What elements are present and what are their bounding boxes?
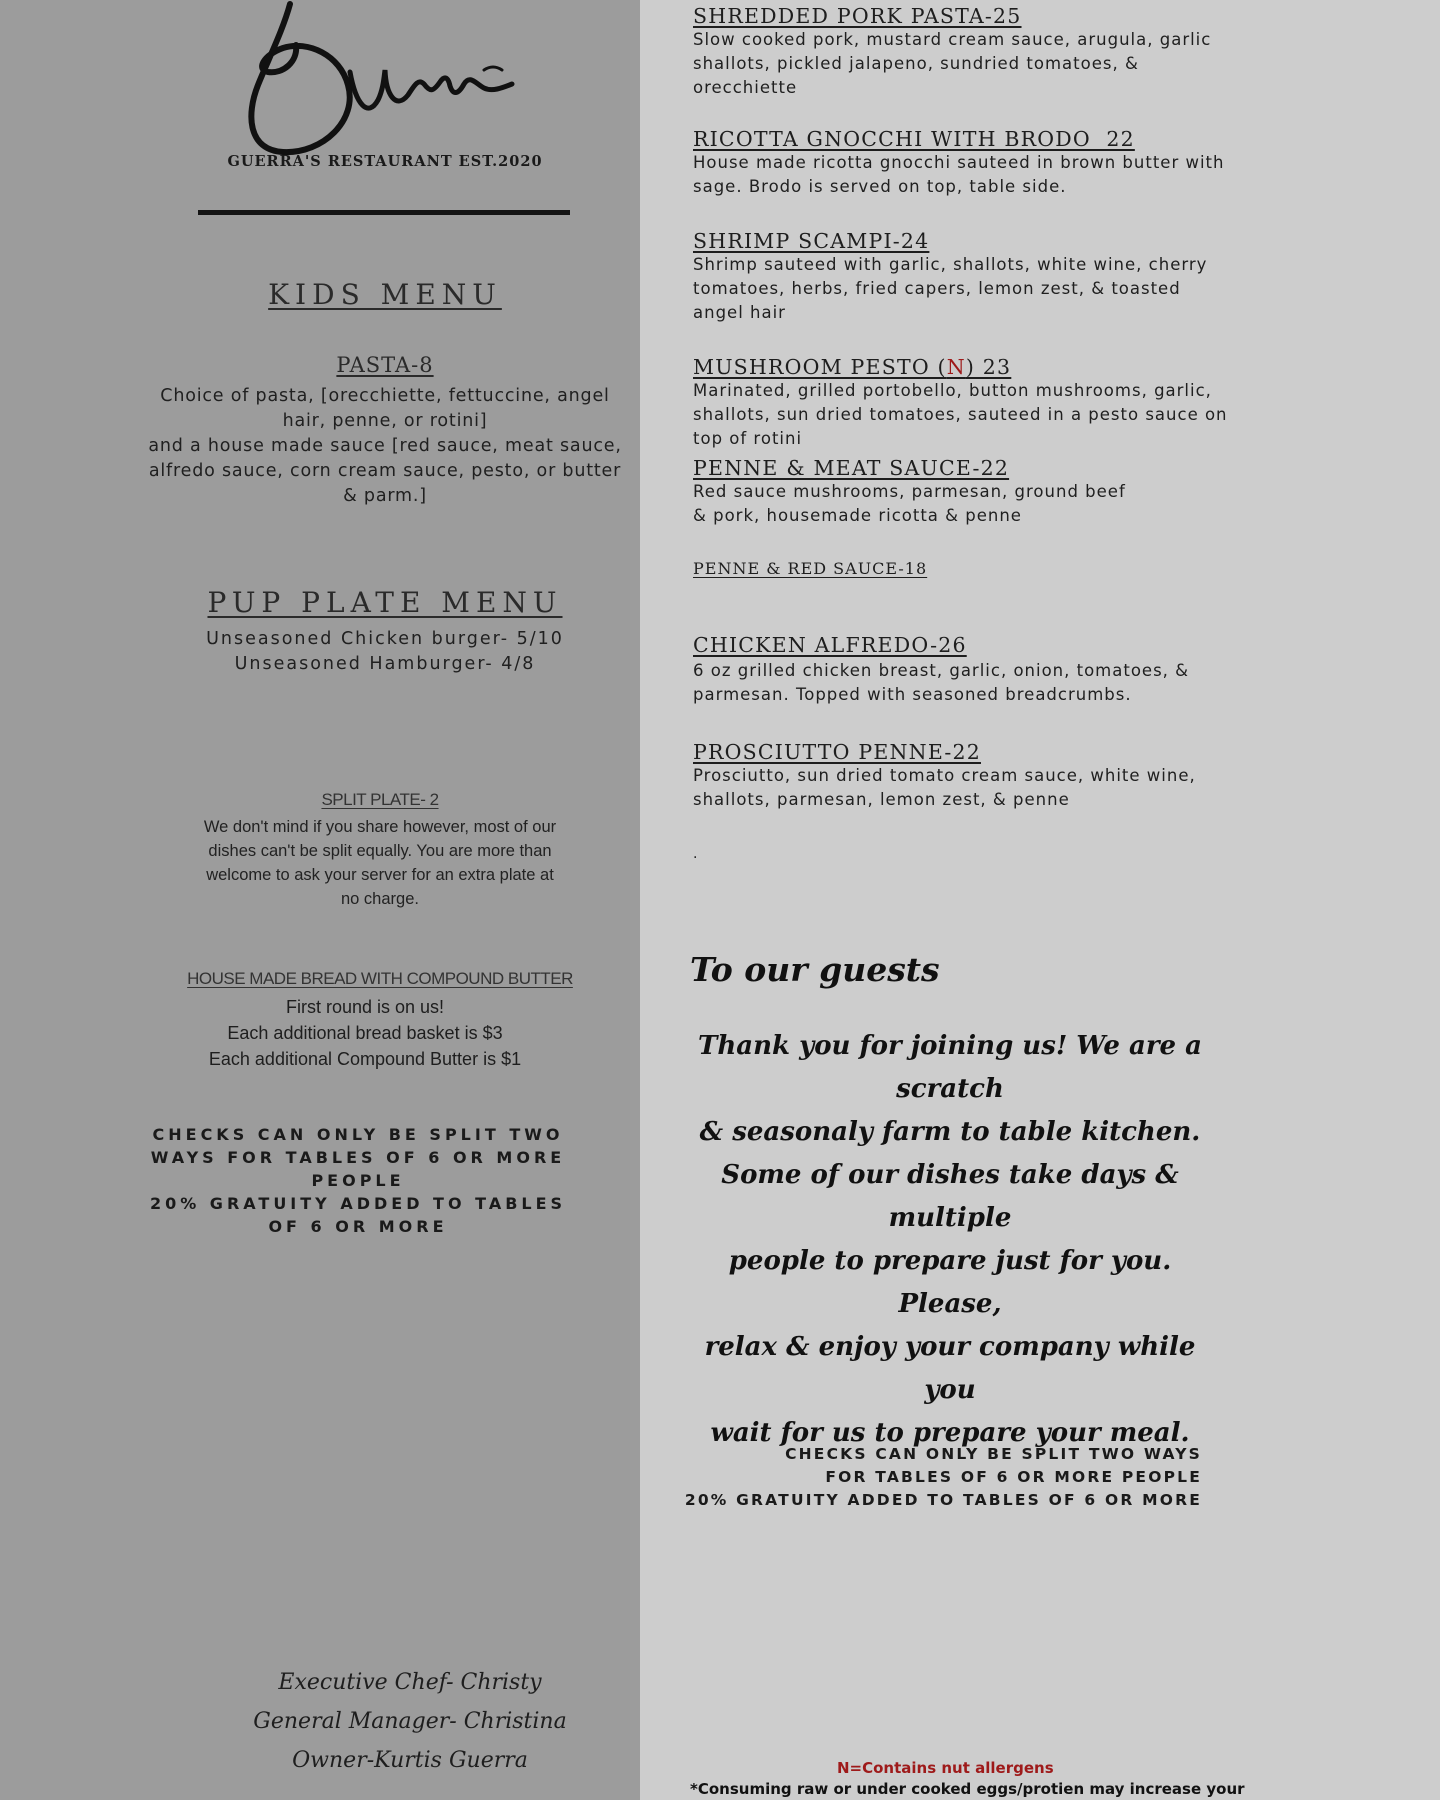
- dish-title: PENNE & MEAT SAUCE-22: [693, 456, 1010, 480]
- dish-desc: [693, 28, 1253, 100]
- dish-desc-line: 6 oz grilled chicken breast, garlic, onion, tomatoes, &: [693, 661, 1190, 680]
- checks-line: PEOPLE: [311, 1171, 405, 1190]
- dish-desc: [693, 659, 1253, 707]
- guests-heading: To our guests: [690, 950, 940, 989]
- dish-title: [693, 355, 1253, 379]
- bread-line: First round is on us!: [285, 997, 445, 1017]
- divider: [198, 210, 570, 215]
- dish-desc-line: shallots, pickled jalapeno, sundried tomatoes, &: [693, 54, 1139, 73]
- checks-line: 20% GRATUITY ADDED TO TABLES: [149, 1194, 567, 1213]
- dish-title: PENNE & RED SAUCE-18: [693, 559, 928, 578]
- staff-line: Executive Chef- Christy: [278, 1670, 542, 1695]
- dish-desc: [693, 253, 1253, 325]
- dish-prosciutto-penne: [693, 740, 1253, 812]
- dish-title: PROSCIUTTO PENNE-22: [693, 740, 981, 764]
- bread-line: Each additional Compound Butter is $1: [208, 1049, 522, 1069]
- dish-desc-line: top of rotini: [693, 429, 803, 448]
- dish-desc-line: & pork, housemade ricotta & penne: [693, 506, 1022, 525]
- split-plate-desc: [150, 815, 610, 911]
- split-desc-line: no charge.: [341, 890, 419, 908]
- dish-penne-red-sauce: [693, 559, 1253, 578]
- checks-line: CHECKS CAN ONLY BE SPLIT TWO WAYS: [785, 1445, 1202, 1463]
- dish-desc-line: shallots, sun dried tomatoes, sauteed in a pesto sauce on: [693, 405, 1228, 424]
- dish-title-part: ) 23: [965, 355, 1012, 379]
- bread-title: HOUSE MADE BREAD WITH COMPOUND BUTTER: [187, 969, 573, 988]
- checks-line: 20% GRATUITY ADDED TO TABLES OF 6 OR MORE: [684, 1491, 1202, 1509]
- dish-desc: [693, 151, 1253, 199]
- kids-desc-line: Choice of pasta, [orecchiette, fettuccine, angel: [160, 386, 610, 406]
- checks-line: OF 6 OR MORE: [268, 1217, 448, 1236]
- right-checks-notice: [672, 1443, 1202, 1512]
- dish-desc: [693, 379, 1253, 451]
- dish-desc: [693, 480, 1253, 528]
- guests-line: Thank you for joining us! We are a scratch: [698, 1031, 1202, 1104]
- dish-desc-line: Red sauce mushrooms, parmesan, ground beef: [693, 482, 1126, 501]
- dish-desc-line: shallots, parmesan, lemon zest, & penne: [693, 790, 1070, 809]
- split-desc-line: dishes can't be split equally. You are more than: [208, 842, 552, 860]
- kids-desc-line: and a house made sauce [red sauce, meat sauce,: [148, 436, 622, 456]
- split-desc-line: We don't mind if you share however, most of our: [203, 818, 557, 836]
- guests-line: people to prepare just for you. Please,: [728, 1246, 1172, 1319]
- pup-item: Unseasoned Hamburger- 4/8: [234, 654, 536, 674]
- dish-ricotta-gnocchi: [693, 127, 1253, 199]
- dish-title: SHRIMP SCAMPI-24: [693, 229, 930, 253]
- dish-desc-line: House made ricotta gnocchi sauteed in brown butter with: [693, 153, 1225, 172]
- staff-line: General Manager- Christina: [253, 1709, 567, 1734]
- dish-penne-meat-sauce: [693, 456, 1253, 528]
- guerra-signature-logo: [228, 0, 528, 160]
- pup-item: Unseasoned Chicken burger- 5/10: [206, 629, 564, 649]
- restaurant-tagline: GUERRA'S RESTAURANT EST.2020: [227, 153, 543, 170]
- left-checks-notice: [128, 1123, 588, 1238]
- dish-title-part: MUSHROOM PESTO (: [693, 355, 947, 379]
- checks-line: WAYS FOR TABLES OF 6 OR MORE: [150, 1148, 566, 1167]
- staff-signoff: [230, 1663, 590, 1780]
- pup-plate-title: PUP PLATE MENU: [207, 586, 563, 619]
- dish-desc: [693, 764, 1253, 812]
- bread-line: Each additional bread basket is $3: [227, 1023, 503, 1043]
- dish-title: RICOTTA GNOCCHI WITH BRODO 22: [693, 127, 1135, 151]
- dish-title: SHREDDED PORK PASTA-25: [693, 4, 1022, 28]
- guests-line: Some of our dishes take days & multiple: [721, 1160, 1179, 1233]
- guests-line: relax & enjoy your company while you: [704, 1332, 1196, 1405]
- consumer-warning: *Consuming raw or under cooked eggs/protien may increase your: [690, 1780, 1245, 1798]
- bread-desc: [130, 994, 600, 1072]
- guests-line: wait for us to prepare your meal.: [710, 1418, 1190, 1448]
- staff-line: Owner-Kurtis Guerra: [292, 1748, 528, 1773]
- dish-desc-line: orecchiette: [693, 78, 798, 97]
- split-plate-title: SPLIT PLATE- 2: [321, 790, 439, 809]
- dish-title: CHICKEN ALFREDO-26: [693, 633, 967, 657]
- dish-chicken-alfredo: [693, 633, 1253, 707]
- guests-line: & seasonaly farm to table kitchen.: [699, 1117, 1201, 1147]
- dish-desc-line: Marinated, grilled portobello, button mushrooms, garlic,: [693, 381, 1212, 400]
- kids-pasta-desc: [135, 384, 635, 509]
- checks-line: FOR TABLES OF 6 OR MORE PEOPLE: [825, 1468, 1202, 1486]
- kids-pasta-title: PASTA-8: [336, 353, 434, 377]
- dish-desc-line: angel hair: [693, 303, 786, 322]
- pup-plate-items: [135, 627, 635, 677]
- guests-message: [675, 1025, 1225, 1455]
- dish-mushroom-pesto: [693, 355, 1253, 451]
- kids-desc-line: alfredo sauce, corn cream sauce, pesto, or butter: [148, 461, 622, 481]
- dish-desc-line: sage. Brodo is served on top, table side.: [693, 177, 1067, 196]
- dish-desc-line: Slow cooked pork, mustard cream sauce, arugula, garlic: [693, 30, 1212, 49]
- kids-desc-line: hair, penne, or rotini]: [282, 411, 488, 431]
- kids-desc-line: & parm.]: [343, 486, 427, 506]
- dish-desc-line: tomatoes, herbs, fried capers, lemon zest, & toasted: [693, 279, 1181, 298]
- checks-line: CHECKS CAN ONLY BE SPLIT TWO: [152, 1125, 564, 1144]
- nut-allergen-mark: N: [946, 355, 966, 379]
- dish-desc-line: Prosciutto, sun dried tomato cream sauce, white wine,: [693, 766, 1196, 785]
- split-desc-line: welcome to ask your server for an extra plate at: [206, 866, 554, 884]
- dish-shrimp-scampi: [693, 229, 1253, 325]
- allergen-note: N=Contains nut allergens: [837, 1759, 1054, 1777]
- dish-desc-line: Shrimp sauteed with garlic, shallots, white wine, cherry: [693, 255, 1208, 274]
- dish-shredded-pork: [693, 4, 1253, 100]
- kids-menu-title: KIDS MENU: [268, 278, 502, 311]
- dish-desc-line: parmesan. Topped with seasoned breadcrumbs.: [693, 685, 1132, 704]
- stray-dot: .: [693, 846, 698, 862]
